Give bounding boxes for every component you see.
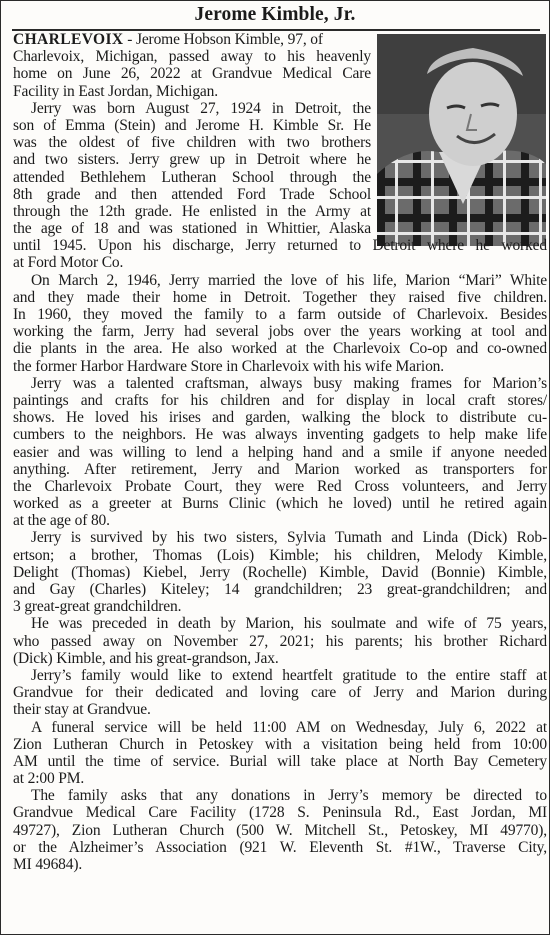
obituary-line: working the farm, Jerry had several jobs over the years working at tool and	[13, 323, 547, 341]
obituary-line: Jerry was born August 27, 1924 in Detroit, the	[31, 99, 371, 117]
obituary-line: (Dick) Kimble, and his great-grandson, Jax.	[13, 649, 279, 667]
obituary-line: A funeral service will be held 11:00 AM on Wednesday, July 6, 2022 at	[31, 718, 547, 736]
obituary-line: the age of 18 and was stationed in Whittier, Alaska	[13, 220, 371, 238]
obituary-line: their stay at Grandvue.	[13, 701, 151, 719]
obituary-line: home on June 26, 2022 at Grandvue Medical Care	[13, 65, 371, 83]
obituary-line: Grandvue for their dedicated and loving care of Jerry and Marion during	[13, 684, 547, 702]
obituary-line: at the age of 80.	[13, 512, 110, 530]
obituary-line: attended Bethlehem Lutheran School through the	[13, 168, 371, 186]
obituary-line: son of Emma (Stein) and Jerome H. Kimble Sr. He	[13, 116, 371, 134]
obituary-line: 3 great-great grandchildren.	[13, 598, 182, 616]
obituary-line: at Ford Motor Co.	[13, 254, 124, 272]
obituary-line: and Gay (Charles) Kiteley; 14 grandchildren; 23 great-grandchildren; and	[13, 581, 547, 598]
obituary-line: paintings and crafts for his children and for display in local craft stores/	[13, 391, 547, 409]
obituary-line: worked as a greeter at Burns Clinic (which he loved) until he retired again	[13, 495, 547, 513]
obituary-line: the Charlevoix Probate Court, they were Red Cross volunteers, and Jerry	[13, 477, 547, 495]
obituary-line: die plants in the area. He also worked at the Charlevoix Co-op and co-owned	[13, 340, 547, 358]
obituary-line: In 1960, they moved the family to a farm outside of Charlevoix. Besides	[13, 306, 547, 323]
obituary-line: Jerry was a talented craftsman, always busy making frames for Marion’s	[31, 374, 547, 392]
obituary-line: the former Harbor Hardware Store in Charlevoix with his wife Marion.	[13, 357, 444, 375]
obituary-line: Facility in East Jordan, Michigan.	[13, 82, 218, 100]
obituary-line: and two sisters. Jerry grew up in Detroit where he	[13, 151, 371, 169]
obituary-line: Delight (Thomas) Kiebel, Jerry (Rochelle) Kimble, David (Bonnie) Kimble,	[13, 563, 547, 581]
obituary-line: The family asks that any donations in Jerry’s memory be directed to	[31, 787, 547, 805]
obituary-line: MI 49684).	[13, 856, 83, 873]
obituary-line: at 2:00 PM.	[13, 770, 85, 788]
obituary-line: Jerry is survived by his two sisters, Sylvia Tumath and Linda (Dick) Rob-	[31, 529, 547, 547]
obituary-line: and they made their home in Detroit. Together they raised five children.	[13, 288, 547, 306]
obituary-line: anything. After retirement, Jerry and Marion worked as transporters for	[13, 460, 547, 478]
obituary-line: easier and was willing to lend a helping hand and a smile if anyone needed	[13, 443, 547, 461]
obituary-line: CHARLEVOIX - Jerome Hobson Kimble, 97, of	[13, 31, 323, 48]
obituary-line: shows. He loved his irises and garden, walking the block to distribute cu-	[13, 409, 547, 427]
obituary-title: Jerome Kimble, Jr.	[194, 4, 356, 25]
obituary-line: or the Alzheimer’s Association (921 W. Eleventh St. #1W., Traverse City,	[13, 838, 547, 856]
obituary-line: through the 12th grade. He enlisted in the Army at	[13, 202, 371, 220]
obituary-line: cumbers to the neighbors. He was always inventing gadgets to help make life	[13, 426, 547, 444]
obituary-line: until 1945. Upon his discharge, Jerry returned to Detroit where he worked	[13, 237, 547, 255]
obituary-line: ertson; a brother, Thomas (Lois) Kimble; his children, Melody Kimble,	[13, 546, 547, 564]
obituary-line: He was preceded in death by Marion, his soulmate and wife of 75 years,	[31, 615, 547, 633]
obituary-line: AM until the time of service. Burial will take place at North Bay Cemetery	[13, 752, 547, 770]
dateline: CHARLEVOIX	[13, 31, 124, 48]
obituary-line: Charlevoix, Michigan, passed away to his heavenly	[13, 48, 371, 66]
obituary-line: was the oldest of five children with two brothers	[13, 134, 371, 152]
obituary-line: Grandvue Medical Care Facility (1728 S. Peninsula Rd., East Jordan, MI	[13, 804, 547, 822]
obituary-line: On March 2, 1946, Jerry married the love of his life, Marion “Mari” White	[31, 271, 547, 289]
obituary-line: 49727), Zion Lutheran Church (500 W. Mitchell St., Petoskey, MI 49770),	[13, 821, 547, 839]
obituary-line: who passed away on November 27, 2021; his parents; his brother Richard	[13, 632, 547, 650]
obituary-body	[13, 31, 547, 873]
obituary-line: Jerry’s family would like to extend heartfelt gratitude to the entire staff at	[31, 666, 547, 684]
obituary-line: 8th grade and then attended Ford Trade School	[13, 185, 371, 203]
obituary-line: Zion Lutheran Church in Petoskey with a visitation being held from 10:00	[13, 735, 547, 753]
